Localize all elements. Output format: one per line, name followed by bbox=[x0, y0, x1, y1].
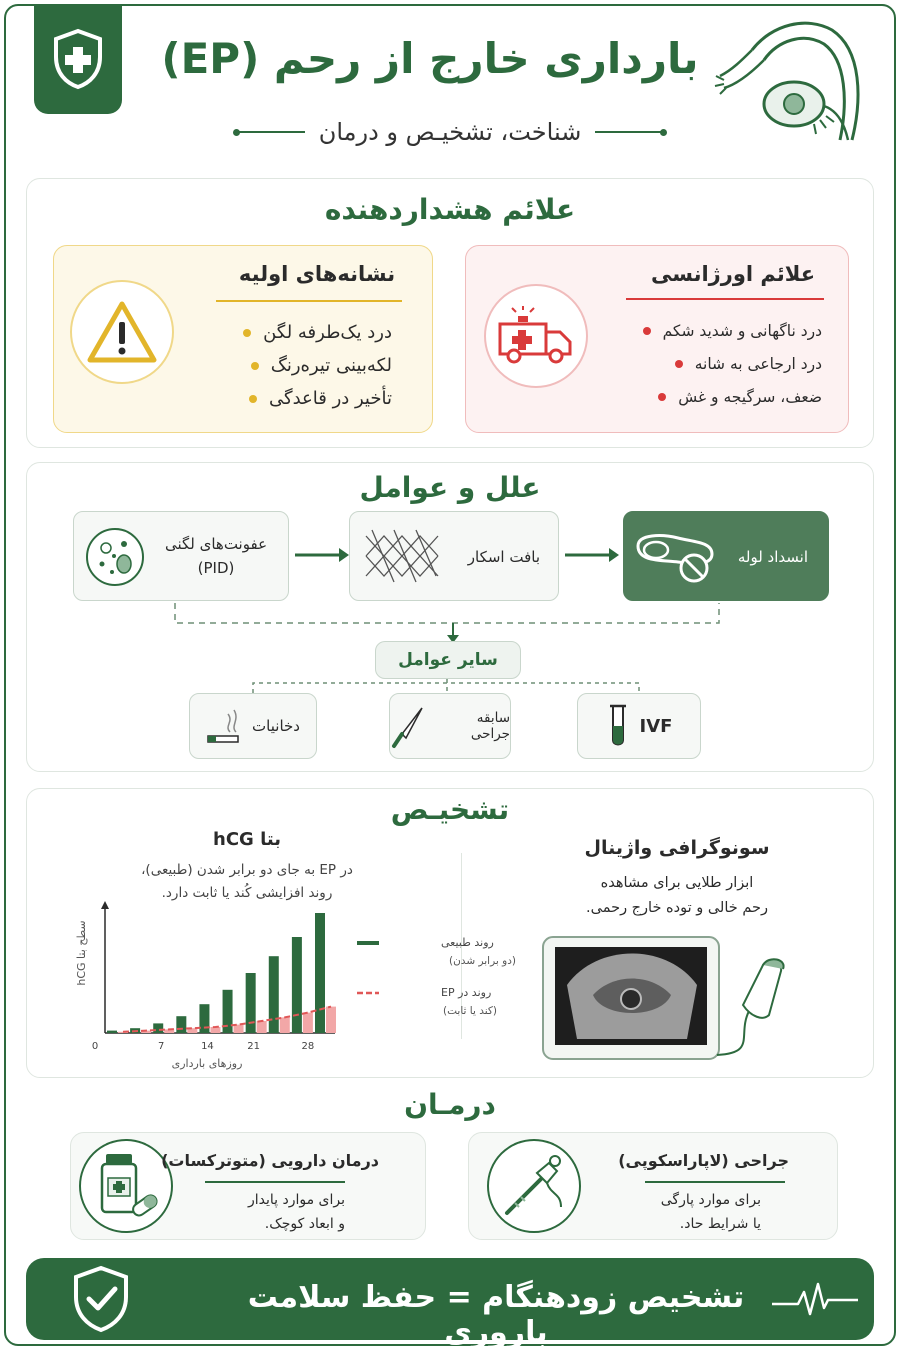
arrow-right-icon bbox=[561, 545, 621, 565]
arrow-right-icon bbox=[291, 545, 351, 565]
sono-title: سونوگرافی واژینال bbox=[584, 837, 770, 859]
early-list bbox=[212, 322, 392, 421]
factor-ivf bbox=[577, 693, 701, 759]
list-item-label: درد ارجاعی به شانه bbox=[694, 355, 822, 373]
cause-label: بافت اسکار bbox=[467, 548, 540, 566]
list-item bbox=[622, 355, 822, 373]
emergency-list bbox=[622, 322, 822, 421]
medical-title: درمان دارویی (متوترکسات) bbox=[161, 1151, 379, 1170]
bar-ep bbox=[326, 1007, 336, 1033]
blocked-tube-icon bbox=[632, 528, 718, 588]
test-tube-icon bbox=[606, 702, 630, 750]
bullet-dot bbox=[658, 393, 666, 401]
header-badge bbox=[34, 4, 122, 114]
cause-label: انسداد لوله bbox=[737, 548, 808, 566]
chart-xlabel: روزهای بارداری bbox=[171, 1057, 243, 1070]
list-item bbox=[212, 388, 392, 409]
sono-desc-line: ابزار طلایی برای مشاهده bbox=[600, 875, 754, 891]
warning-icon-circle bbox=[70, 280, 174, 384]
shield-plus-icon bbox=[50, 27, 106, 91]
surgery-title: جراحی (لاپاراسکوپی) bbox=[618, 1151, 789, 1170]
cigarette-icon bbox=[206, 706, 242, 746]
bar-ep bbox=[257, 1021, 267, 1033]
bar-normal bbox=[269, 956, 279, 1033]
x-tick-label: 28 bbox=[301, 1041, 315, 1052]
cause-scar bbox=[349, 511, 559, 601]
surgery-divider bbox=[645, 1181, 785, 1183]
bar-ep bbox=[280, 1017, 290, 1033]
hcg-note-line: در EP به جای دو برابر شدن (طبیعی)، bbox=[141, 862, 353, 878]
list-item bbox=[622, 388, 822, 406]
hcg-chart bbox=[67, 893, 516, 1083]
medical-desc bbox=[248, 1189, 345, 1237]
scar-tissue-icon bbox=[364, 526, 442, 586]
surgery-desc-line: برای موارد پارگی bbox=[660, 1192, 761, 1208]
list-item-label: درد ناگهانی و شدید شکم bbox=[662, 322, 822, 340]
other-factors-pill bbox=[375, 641, 521, 679]
ambulance-icon bbox=[496, 306, 576, 366]
early-divider bbox=[216, 300, 402, 302]
diagnosis-section bbox=[26, 788, 874, 1078]
bar-normal bbox=[107, 1031, 117, 1033]
medicine-bottle-icon bbox=[94, 1152, 158, 1220]
other-factors-title: سایر عوامل bbox=[398, 650, 498, 670]
causes-section bbox=[26, 462, 874, 772]
cause-label-line: عفونت‌های لگنی bbox=[164, 535, 268, 553]
emergency-card bbox=[465, 245, 849, 433]
bullet-dot bbox=[643, 327, 651, 335]
legend-ep-sub: (کند یا ثابت) bbox=[443, 1005, 498, 1017]
bar-normal bbox=[246, 973, 256, 1033]
bar-ep bbox=[303, 1013, 313, 1033]
bar-normal bbox=[153, 1023, 163, 1033]
treatment-surgery-card bbox=[468, 1132, 838, 1240]
list-item-label: تأخیر در قاعدگی bbox=[269, 388, 392, 409]
factor-label: سابقه جراحی bbox=[470, 710, 510, 742]
sono-desc-line: رحم خالی و توده خارج رحمی. bbox=[586, 899, 768, 916]
legend-ep-label: روند در EP bbox=[441, 986, 492, 999]
factor-smoking bbox=[189, 693, 317, 759]
footer-text: تشخیص زودهنگام = حفظ سلامت باروری bbox=[247, 1280, 745, 1350]
medicine-icon-circle bbox=[79, 1139, 173, 1233]
page-title: بارداری خارج از رحم (EP) bbox=[161, 34, 699, 83]
bullet-dot bbox=[675, 360, 683, 368]
list-item-label: ضعف، سرگیجه و غش bbox=[678, 388, 822, 406]
ultrasound-probe-icon bbox=[717, 959, 784, 1055]
list-item bbox=[622, 322, 822, 340]
warning-triangle-icon bbox=[86, 300, 158, 364]
footer-bar bbox=[26, 1258, 874, 1350]
cause-label bbox=[156, 532, 276, 580]
x-tick-label: 7 bbox=[158, 1041, 165, 1052]
sono-desc bbox=[527, 871, 827, 920]
emergency-divider bbox=[626, 298, 824, 300]
ambulance-icon-circle bbox=[484, 284, 588, 388]
list-item bbox=[212, 322, 392, 343]
laparoscope-icon-circle bbox=[487, 1139, 581, 1233]
medical-desc-line: برای موارد پایدار bbox=[247, 1192, 345, 1208]
x-tick-label: 14 bbox=[201, 1041, 214, 1052]
fallopian-tube-icon bbox=[712, 10, 872, 150]
bacteria-icon bbox=[84, 526, 146, 588]
subtitle-divider bbox=[595, 131, 665, 133]
chart-y-arrow bbox=[101, 901, 109, 909]
factor-surgery-history bbox=[389, 693, 511, 759]
diagnosis-title: تشخیـص bbox=[390, 793, 510, 826]
list-item-label: درد یک‌طرفه لگن bbox=[263, 322, 392, 343]
bar-normal bbox=[199, 1004, 209, 1033]
hcg-title: بتا hCG bbox=[213, 829, 281, 850]
medical-desc-line: و ابعاد کوچک. bbox=[264, 1215, 345, 1232]
early-signs-card bbox=[53, 245, 433, 433]
emergency-card-title: علائم اورژانسی bbox=[650, 262, 816, 286]
hcg-note-line: روند افزایشی کُند یا ثابت دارد. bbox=[161, 884, 333, 901]
warning-section bbox=[26, 178, 874, 448]
cause-label-line: (PID) bbox=[197, 559, 235, 577]
chart-bars bbox=[107, 913, 336, 1033]
medical-divider bbox=[205, 1181, 345, 1183]
x-tick-label: 0 bbox=[91, 1041, 99, 1052]
scalpel-icon bbox=[390, 704, 426, 748]
causes-title: علل و عوامل bbox=[359, 471, 541, 504]
subtitle-divider bbox=[235, 131, 305, 133]
bar-normal bbox=[176, 1016, 186, 1033]
bullet-dot bbox=[251, 362, 259, 370]
x-tick-label: 21 bbox=[247, 1041, 261, 1052]
bar-normal bbox=[292, 937, 302, 1033]
list-item bbox=[212, 355, 392, 376]
bullet-dot bbox=[243, 329, 251, 337]
legend-normal-label: روند طبیعی bbox=[441, 936, 494, 949]
shield-check-icon bbox=[70, 1264, 132, 1334]
surgery-desc-line: یا شرایط حاد. bbox=[679, 1215, 761, 1232]
treatment-title: درمـان bbox=[404, 1088, 496, 1121]
ultrasound-monitor bbox=[537, 935, 797, 1065]
cause-pid bbox=[73, 511, 289, 601]
bar-normal bbox=[315, 913, 325, 1033]
heartbeat-icon bbox=[770, 1280, 860, 1320]
bullet-dot bbox=[249, 395, 257, 403]
surgery-desc bbox=[661, 1189, 761, 1237]
warning-title: علائم هشداردهنده bbox=[324, 193, 576, 226]
laparoscope-icon bbox=[501, 1153, 567, 1219]
page-subtitle: شناخت، تشخیـص و درمان bbox=[318, 118, 582, 146]
list-item-label: لکه‌بینی تیره‌رنگ bbox=[270, 355, 392, 376]
legend-normal-sub: (دو برابر شدن) bbox=[449, 955, 516, 967]
factor-label: IVF bbox=[639, 715, 673, 737]
treatment-medical-card bbox=[70, 1132, 426, 1240]
chart-ylabel: سطح بتا hCG bbox=[75, 920, 88, 986]
subtitle-row bbox=[200, 112, 700, 152]
cause-blockage bbox=[623, 511, 829, 601]
early-card-title: نشانه‌های اولیه bbox=[238, 262, 396, 286]
factor-label: دخانیات bbox=[252, 717, 300, 735]
chart-x-ticks bbox=[92, 1041, 314, 1052]
